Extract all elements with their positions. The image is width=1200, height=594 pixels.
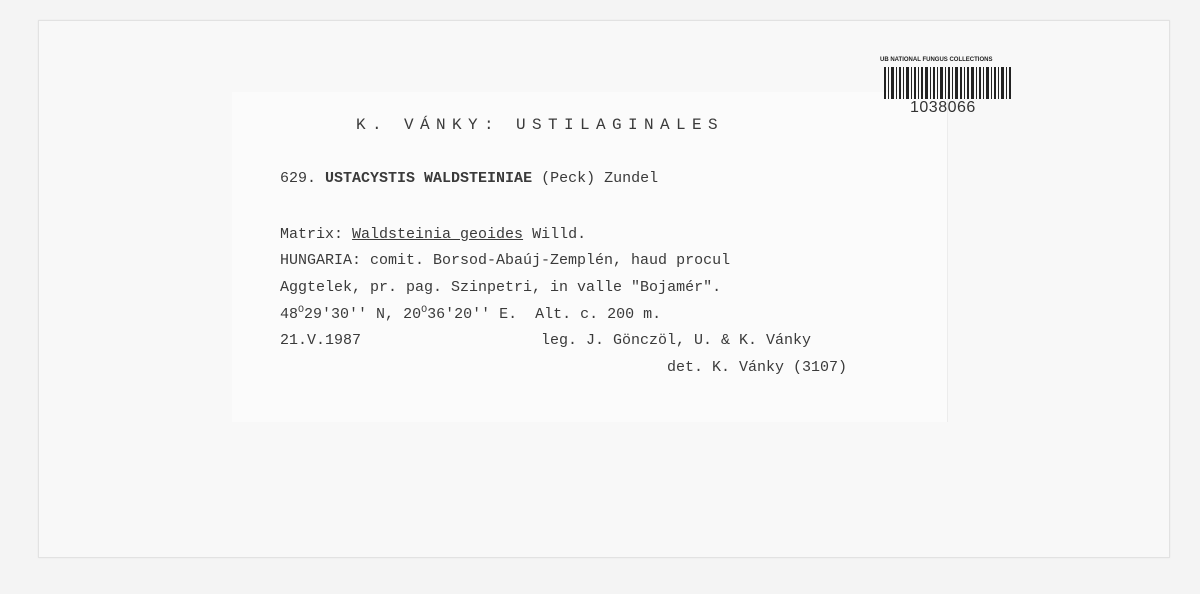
degree-symbol: O <box>298 305 305 316</box>
species-number: 629. <box>280 170 317 187</box>
species-authority: (Peck) Zundel <box>541 170 659 187</box>
matrix-prefix: Matrix: <box>280 226 344 243</box>
species-line <box>280 170 658 187</box>
locality-line-2: Aggtelek, pr. pag. Szinpetri, in valle "Bojamér". <box>280 279 722 296</box>
longitude-degrees: 20 <box>403 306 422 323</box>
barcode-icon <box>884 67 1014 99</box>
host-name: Waldsteinia geoides <box>352 226 524 243</box>
barcode-label <box>880 55 1020 119</box>
longitude-rest: 36'20'' E. Alt. c. 200 m. <box>427 306 662 323</box>
host-authority: Willd. <box>532 226 587 243</box>
collection-name: UB NATIONAL FUNGUS COLLECTIONS <box>880 57 993 63</box>
collection-date: 21.V.1987 <box>280 332 362 349</box>
coordinates-line <box>280 305 661 323</box>
latitude-degrees: 48 <box>280 306 299 323</box>
degree-symbol: O <box>421 305 428 316</box>
matrix-line <box>280 226 586 243</box>
date-collectors-line <box>280 332 811 349</box>
latitude-rest: 29'30'' N, <box>304 306 404 323</box>
barcode-number: 1038066 <box>910 99 976 116</box>
label-header: K. VÁNKY: USTILAGINALES <box>356 116 725 134</box>
locality-line-1: HUNGARIA: comit. Borsod-Abaúj-Zemplén, haud procul <box>280 252 731 269</box>
collectors: leg. J. Gönczöl, U. & K. Vánky <box>541 332 812 349</box>
species-name: USTACYSTIS WALDSTEINIAE <box>325 170 533 187</box>
determiner: det. K. Vánky (3107) <box>667 359 848 376</box>
